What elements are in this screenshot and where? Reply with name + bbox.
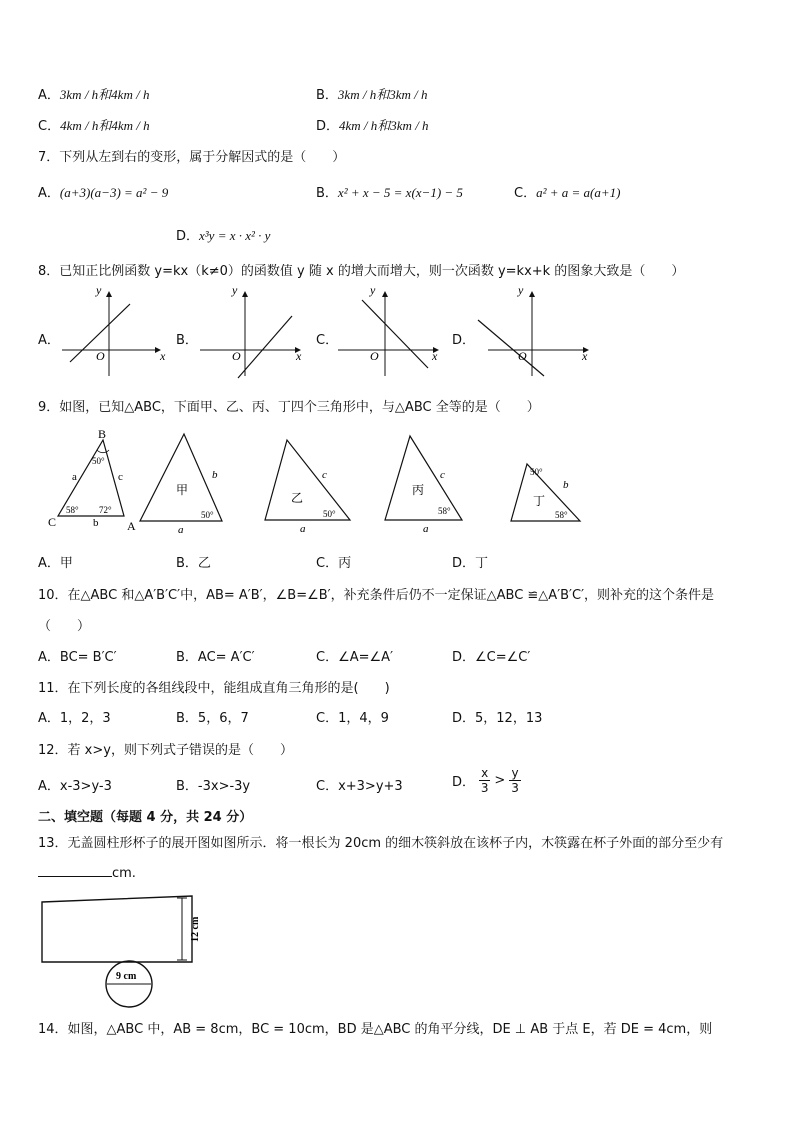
angle-label: 50° <box>323 509 336 519</box>
vertex-a: A <box>127 519 136 533</box>
fraction-right <box>509 766 520 795</box>
side-c: c <box>118 471 123 483</box>
q11-stem: 11．在下列长度的各组线段中，能组成直角三角形的是( ) <box>38 681 390 696</box>
option-text: a² + a = a(a+1) <box>536 185 621 200</box>
q10-stem: 10．在△ABC 和△A′B′C′中，AB= A′B′，∠B=∠B′，补充条件后仍不一定保证△ABC ≌△A′B′C′，则补充的这个条件是 <box>38 588 715 603</box>
q10-option-d[interactable]: D．∠C=∠C′ <box>452 650 531 665</box>
q12-option-a[interactable]: A．x-3>y-3 <box>38 779 112 794</box>
answer-blank[interactable] <box>38 864 112 877</box>
x-label: x <box>582 349 588 363</box>
comparison-sign: > <box>494 773 506 788</box>
denominator: 3 <box>511 781 519 795</box>
option-text: x² + x − 5 = x(x−1) − 5 <box>337 185 463 200</box>
graph-b <box>200 283 302 378</box>
q12-option-d[interactable] <box>452 766 521 795</box>
q6-option-a[interactable] <box>38 84 149 103</box>
q11-option-d[interactable]: D．5，12，13 <box>452 711 543 726</box>
option-letter: A． <box>38 186 60 201</box>
side-c: c <box>322 469 327 481</box>
option-letter: B． <box>316 88 338 103</box>
q13-stem: 13．无盖圆柱形杯子的展开图如图所示．将一根长为 20cm 的细木筷斜放在该杯子内，木筷露在杯子外面的部分至少有 <box>38 836 724 851</box>
side-b: b <box>212 469 218 481</box>
option-text: x³y = x · x² · y <box>199 228 271 243</box>
q7-option-b[interactable] <box>316 182 463 201</box>
angle-a: 72° <box>99 505 112 515</box>
angle-label: 58° <box>438 506 451 516</box>
option-text: 3km / h和3km / h <box>337 87 428 102</box>
option-letter: A． <box>38 88 60 103</box>
x-label: x <box>432 349 438 363</box>
origin-label: O <box>518 349 527 363</box>
angle-arc <box>97 450 109 453</box>
q7-option-d[interactable] <box>176 225 270 244</box>
side-b: b <box>563 479 569 491</box>
origin-label: O <box>370 349 379 363</box>
q6-option-c[interactable] <box>38 115 150 134</box>
angle-label-2: 58° <box>555 510 568 520</box>
option-text: (a+3)(a−3) = a² − 9 <box>59 185 169 200</box>
height-label: 12 cm <box>190 916 201 942</box>
q8-option-c[interactable]: C． <box>316 333 339 348</box>
q14-stem: 14．如图，△ABC 中，AB = 8cm，BC = 10cm，BD 是△ABC 的角平分线，DE ⊥ AB 于点 E，若 DE = 4cm，则 <box>38 1022 713 1037</box>
q11-option-b[interactable]: B．5，6，7 <box>176 711 249 726</box>
q9-option-a[interactable]: A．甲 <box>38 556 73 571</box>
q12-stem: 12．若 x>y，则下列式子错误的是（ ） <box>38 743 293 758</box>
side-a: a <box>423 523 429 534</box>
q7-option-c[interactable] <box>514 182 620 201</box>
q12-option-c[interactable]: C．x+3>y+3 <box>316 779 403 794</box>
q13-cup-net <box>30 890 220 1010</box>
x-label: x <box>160 349 166 363</box>
triangle-ding <box>511 464 580 521</box>
q10-stem-cont: （ ） <box>38 619 91 634</box>
vertex-c: C <box>48 515 57 529</box>
q8-option-b[interactable]: B． <box>176 333 198 348</box>
triangle-shape <box>511 464 580 521</box>
angle-c: 58° <box>66 505 79 515</box>
function-line <box>238 316 292 378</box>
triangle-abc <box>48 427 136 533</box>
lateral-rectangle <box>42 896 192 962</box>
side-a: a <box>300 523 306 534</box>
graph-a <box>62 283 166 376</box>
option-text: 4km / h和3km / h <box>339 118 429 133</box>
origin-label: O <box>232 349 241 363</box>
q13-answer-line <box>38 864 136 881</box>
q12-option-b[interactable]: B．-3x>-3y <box>176 779 251 794</box>
triangle-jia <box>140 434 222 534</box>
graph-d <box>478 283 588 376</box>
side-a: a <box>178 524 184 534</box>
denominator: 3 <box>480 781 489 795</box>
q9-option-d[interactable]: D．丁 <box>452 556 489 571</box>
triangle-shape <box>265 440 350 520</box>
vertex-b: B <box>98 427 107 441</box>
q7-stem: 7．下列从左到右的变形，属于分解因式的是（ ） <box>38 150 346 165</box>
option-letter: B． <box>316 186 338 201</box>
numerator: y <box>511 766 519 780</box>
side-b: b <box>93 517 99 529</box>
angle-b: 50° <box>92 456 105 466</box>
x-label: x <box>296 349 302 363</box>
q9-option-c[interactable]: C．丙 <box>316 556 352 571</box>
q10-option-b[interactable]: B．AC= A′C′ <box>176 650 255 665</box>
q10-option-a[interactable]: A．BC= B′C′ <box>38 650 117 665</box>
angle-label: 50° <box>201 510 214 520</box>
option-letter: D． <box>452 775 476 790</box>
diameter-label: 9 cm <box>116 971 137 982</box>
triangle-shape <box>140 434 222 521</box>
fraction-left <box>479 766 490 795</box>
q6-option-d[interactable] <box>316 115 429 134</box>
q8-option-d[interactable]: D． <box>452 333 476 348</box>
option-letter: C． <box>514 186 537 201</box>
triangle-name: 丙 <box>412 483 425 497</box>
q9-stem: 9．如图，已知△ABC，下面甲、乙、丙、丁四个三角形中，与△ABC 全等的是（ ） <box>38 400 540 415</box>
angle-label-1: 50° <box>530 467 543 477</box>
function-line <box>478 320 544 376</box>
triangle-yi <box>265 440 350 534</box>
q10-option-c[interactable]: C．∠A=∠A′ <box>316 650 394 665</box>
graph-c <box>338 283 438 376</box>
q9-option-b[interactable]: B．乙 <box>176 556 211 571</box>
q8-option-a[interactable]: A． <box>38 333 60 348</box>
triangle-bing <box>385 436 462 534</box>
origin-label: O <box>96 349 105 363</box>
q11-option-c[interactable]: C．1，4，9 <box>316 711 389 726</box>
numerator: x <box>481 766 489 780</box>
y-label: y <box>232 283 238 297</box>
y-label: y <box>96 283 102 297</box>
option-letter: C． <box>38 119 61 134</box>
y-label: y <box>518 283 524 297</box>
triangle-name: 丁 <box>533 494 546 508</box>
q8-stem: 8．已知正比例函数 y=kx（k≠0）的函数值 y 随 x 的增大而增大，则一次函数 y=kx+k 的图象大致是（ ） <box>38 264 685 279</box>
triangle-name: 乙 <box>291 491 304 505</box>
side-c: c <box>440 469 445 481</box>
option-text: 3km / h和4km / h <box>59 87 150 102</box>
q9-triangles <box>0 422 620 534</box>
q8-graphs <box>0 280 620 380</box>
option-letter: D． <box>176 229 200 244</box>
y-label: y <box>370 283 376 297</box>
answer-unit: cm. <box>112 866 136 881</box>
option-text: 4km / h和4km / h <box>60 118 150 133</box>
section-title: 二、填空题（每题 4 分，共 24 分） <box>38 810 253 825</box>
side-a: a <box>72 471 77 483</box>
q6-option-b[interactable] <box>316 84 427 103</box>
option-letter: D． <box>316 119 340 134</box>
q7-option-a[interactable] <box>38 182 168 201</box>
triangle-name: 甲 <box>176 483 189 497</box>
q11-option-a[interactable]: A．1，2，3 <box>38 711 111 726</box>
